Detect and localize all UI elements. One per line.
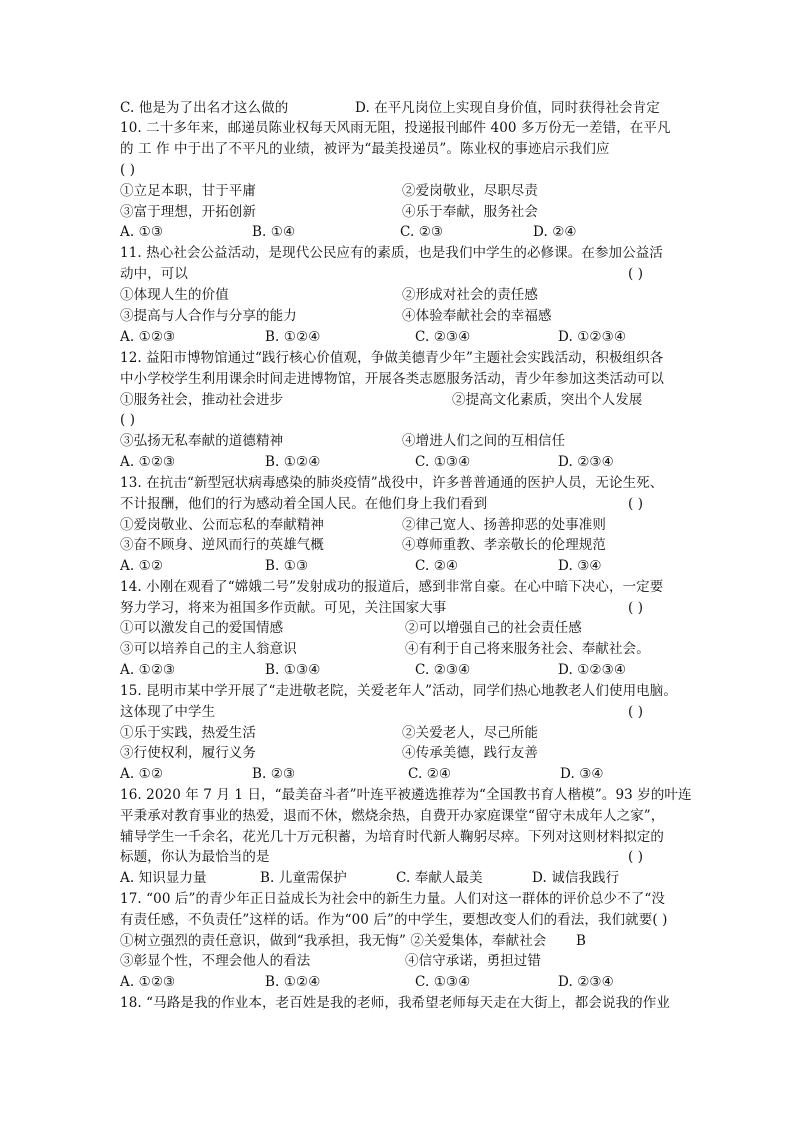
q10-statement-4: ④乐于奉献，服务社会 — [402, 204, 538, 220]
q16-answer-paren: ( ) — [628, 849, 644, 865]
q12-statement-4: ④增进人们之间的互相信任 — [402, 433, 566, 449]
q12-answer-paren: ( ) — [120, 412, 136, 428]
q16-choice-b: B. 儿童需保护 — [260, 870, 347, 886]
q14-statement-1: ①可以激发自己的爱国情感 — [120, 620, 284, 636]
q16-choice-d: D. 诚信我践行 — [532, 870, 620, 886]
q13-choice-b: B. ①③ — [265, 558, 309, 574]
q13-choice-c: C. ②④ — [415, 558, 459, 574]
q18-stem-line-1: 18. “马路是我的作业本，老百姓是我的老师，我希望老师每天走在大街上，都会说我的作业 — [120, 995, 670, 1011]
q17-choice-a: A. ①②③ — [120, 974, 176, 990]
q13-stem-line-1: 13. 在抗击“新型冠状病毒感染的肺炎疫情”战役中，许多普普通通的医护人员，无论生死、 — [120, 475, 664, 491]
q10-choice-d: D. ②④ — [533, 224, 577, 240]
q17-statement-3: ③彰显个性，不理会他人的看法 — [120, 953, 311, 969]
q14-choice-c: C. ②③④ — [415, 662, 471, 678]
q15-statement-3: ③行使权利，履行义务 — [120, 745, 256, 761]
q17-statement-4: ④信守承诺，勇担过错 — [405, 953, 541, 969]
q13-statement-2: ②律己宽人、扬善抑恶的处事准则 — [402, 517, 606, 533]
q11-choice-d: D. ①②③④ — [558, 329, 627, 345]
q13-stem-text: 不计报酬，他们的行为感动着全国人民。在他们身上我们看到 — [120, 496, 488, 512]
q17-stem-line-1: 17. “00 后”的青少年正日益成长为社会中的新生力量。人们对这一群体的评价总少不了“没 — [120, 891, 665, 907]
q15-choice-a: A. ①② — [120, 766, 164, 782]
q13-answer-paren: ( ) — [628, 496, 644, 512]
q15-choice-b: B. ②③ — [252, 766, 296, 782]
q11-answer-paren: ( ) — [628, 266, 644, 282]
q10-stem-line-2: 的 工 作 中于出了不平凡的业绩，被评为“最美投递员”。陈业权的事迹启示我们应 — [120, 141, 610, 157]
q12-statement-3: ③弘扬无私奉献的道德精神 — [120, 433, 284, 449]
q15-stem-text: 这体现了中学生 — [120, 704, 216, 720]
q14-stem-text: 努力学习，将来为祖国多作贡献。可见，关注国家大事 — [120, 600, 447, 616]
q15-stem-line-1: 15. 昆明市某中学开展了“走进敬老院，关爱老年人”活动，同学们热心地教老人们使用电脑。 — [120, 683, 677, 699]
q15-choice-d: D. ③④ — [560, 766, 604, 782]
q13-choice-a: A. ①② — [120, 558, 164, 574]
q10-choice-c: C. ②③ — [400, 224, 444, 240]
q16-stem-line-3: 辅导学生一千余名，花光几十万元积蓄，为培育时代新人鞠躬尽瘁。下列对这则材料拟定的 — [120, 829, 664, 845]
q10-answer-paren: ( ) — [120, 162, 136, 178]
q14-statement-3: ③可以培养自己的主人翁意识 — [120, 641, 297, 657]
q11-stem-line-1: 11. 热心社会公益活动，是现代公民应有的素质，也是我们中学生的必修课。在参加公益活 — [120, 245, 663, 261]
q15-statement-4: ④传承美德，践行友善 — [402, 745, 538, 761]
q10-statement-1: ①立足本职，甘于平庸 — [120, 183, 256, 199]
q11-choice-c: C. ②③④ — [415, 329, 471, 345]
q12-stem-line-2: 中小学校学生利用课余时间走进博物馆，开展各类志愿服务活动，青少年参加这类活动可以 — [120, 371, 664, 387]
q9-option-c: C. 他是为了出名才这么做的 — [120, 100, 289, 116]
q15-answer-paren: ( ) — [628, 704, 644, 720]
q16-choice-a: A. 知识显力量 — [120, 870, 207, 886]
q16-choice-c: C. 奉献人最美 — [396, 870, 483, 886]
q15-statement-2: ②关爱老人，尽己所能 — [402, 725, 538, 741]
q13-choice-d: D. ③④ — [558, 558, 602, 574]
q10-choice-b: B. ①④ — [252, 224, 296, 240]
q14-choice-b: B. ①③④ — [265, 662, 321, 678]
q10-statement-3: ③富于理想，开拓创新 — [120, 204, 256, 220]
q16-stem-text: 标题，你认为最恰当的是 — [120, 849, 270, 865]
q10-choice-a: A. ①③ — [120, 224, 164, 240]
q14-choice-a: A. ①②③ — [120, 662, 176, 678]
q16-stem-line-2: 平秉承对教育事业的热爱，退而不休，燃烧余热，自费开办家庭课堂“留守未成年人之家”， — [120, 808, 665, 824]
q15-choice-c: C. ②④ — [408, 766, 452, 782]
q11-statement-1: ①体现人生的价值 — [120, 287, 229, 303]
q11-stem-text: 动中，可以 — [120, 266, 188, 282]
q16-stem-line-1: 16. 2020 年 7 月 1 日，“最美奋斗者”叶连平被遴选推荐为“全国教书育人楷模”。93 岁的叶连 — [120, 787, 692, 803]
q17-answer-mark: B — [576, 933, 587, 949]
q17-statements-1-2: ①树立强烈的责任意识，做到“我承担，我无悔” ②关爱集体，奉献社会 — [120, 933, 547, 949]
q10-stem-line-1: 10. 二十多年来，邮递员陈业权每天风雨无阻，投递报刊邮件 400 多万份无一差错，在平凡 — [120, 120, 671, 136]
q13-statement-3: ③奋不顾身、逆风而行的英雄气概 — [120, 537, 324, 553]
q11-choice-b: B. ①②④ — [265, 329, 321, 345]
q10-statement-2: ②爱岗敬业，尽职尽责 — [402, 183, 538, 199]
q14-stem-line-1: 14. 小刚在观看了“嫦娥二号”发射成功的报道后，感到非常自豪。在心中暗下决心，一定要 — [120, 579, 664, 595]
q12-statement-1: ①服务社会，推动社会进步 — [120, 392, 284, 408]
q17-stem-line-2: 有责任感，不负责任”这样的话。作为“00 后”的中学生，要想改变人们的看法，我们就要( ) — [120, 912, 668, 928]
q14-choice-d: D. ①②③④ — [558, 662, 627, 678]
q13-statement-4: ④尊师重教、孝亲敬长的伦理规范 — [402, 537, 606, 553]
q14-statement-2: ②可以增强自己的社会责任感 — [405, 620, 582, 636]
q12-choice-d: D. ②③④ — [558, 454, 614, 470]
q11-choice-a: A. ①②③ — [120, 329, 176, 345]
q17-choice-c: C. ①③④ — [415, 974, 471, 990]
q17-choice-d: D. ②③④ — [558, 974, 614, 990]
q15-statement-1: ①乐于实践，热爱生活 — [120, 725, 256, 741]
q12-statement-2: ②提高文化素质，突出个人发展 — [452, 392, 643, 408]
q12-choice-b: B. ①②④ — [265, 454, 321, 470]
q11-statement-4: ④体验奉献社会的幸福感 — [402, 308, 552, 324]
q12-stem-line-1: 12. 益阳市博物馆通过“践行核心价值观，争做美德青少年”主题社会实践活动，积极组织各 — [120, 350, 664, 366]
q11-statement-3: ③提高与人合作与分享的能力 — [120, 308, 297, 324]
q14-answer-paren: ( ) — [628, 600, 644, 616]
q17-choice-b: B. ①②④ — [265, 974, 321, 990]
q11-statement-2: ②形成对社会的责任感 — [402, 287, 538, 303]
q12-choice-c: C. ①③④ — [415, 454, 471, 470]
q13-statement-1: ①爱岗敬业、公而忘私的奉献精神 — [120, 517, 324, 533]
q12-choice-a: A. ①②③ — [120, 454, 176, 470]
q9-option-d: D. 在平凡岗位上实现自身价值，同时获得社会肯定 — [355, 100, 660, 116]
q14-statement-4: ④有利于自己将来服务社会、奉献社会。 — [405, 641, 650, 657]
